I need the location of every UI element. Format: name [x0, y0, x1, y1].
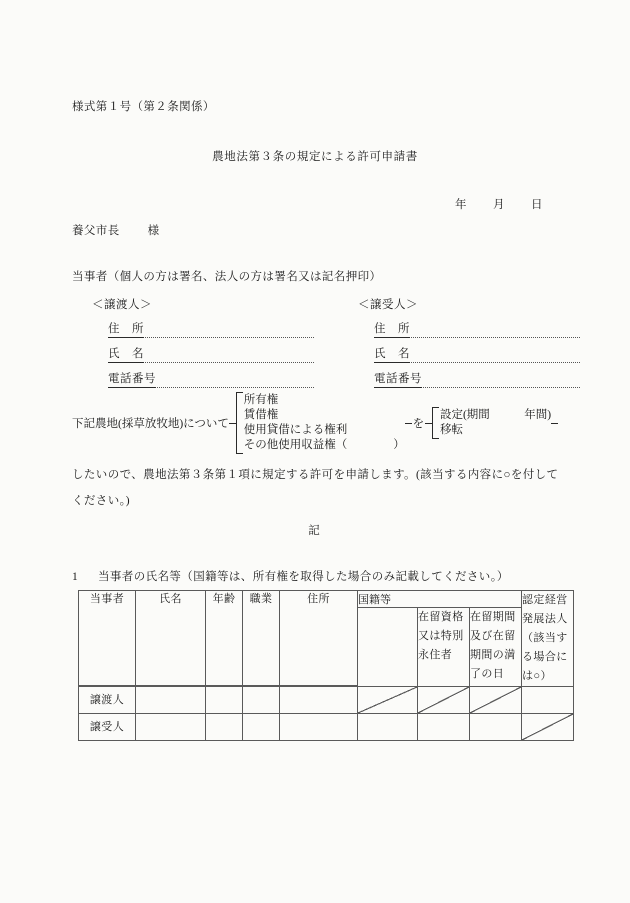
bracket-connector-left	[229, 423, 236, 424]
header-address: 住所	[280, 591, 358, 686]
parties-table	[78, 590, 574, 741]
row-transferee-age[interactable]	[206, 714, 243, 741]
row-transferee-nationality[interactable]	[358, 714, 418, 741]
transferor-name-label: 氏 名	[108, 345, 144, 363]
statement-particle: を	[412, 418, 425, 430]
transferee-name-label: 氏 名	[374, 345, 410, 363]
header-certified-corp: 認定経営発展法人（該当する場合には○）	[522, 591, 574, 687]
row-transferor-age[interactable]	[206, 687, 243, 714]
rights-options-bracket	[236, 392, 405, 454]
date-day-label: 日	[531, 199, 543, 211]
row-transferee-residence-status[interactable]	[418, 714, 470, 741]
date-line	[455, 196, 543, 212]
header-name: 氏名	[136, 591, 206, 686]
row-transferor-address[interactable]	[280, 687, 358, 714]
rights-option-other[interactable]: その他使用収益権（ ）	[243, 439, 405, 451]
statement-tail-line2: ください。)	[72, 495, 130, 507]
table-row	[79, 714, 574, 741]
transferor-phone-field[interactable]	[108, 371, 314, 388]
addressee	[72, 222, 160, 238]
rights-option-ownership[interactable]: 所有権	[243, 394, 279, 406]
row-transferor-residence-status	[418, 687, 470, 714]
date-month-label: 月	[493, 199, 505, 211]
section1-number: 1	[72, 571, 79, 583]
header-nationality-blank	[358, 608, 418, 687]
table-header-row	[79, 591, 574, 608]
addressee-office: 養父市長	[72, 225, 120, 237]
transferee-phone-label: 電話番号	[374, 370, 422, 388]
transferee-address-field[interactable]	[374, 321, 580, 338]
table-row	[79, 687, 574, 714]
row-transferor-label: 譲渡人	[79, 687, 136, 714]
row-transferor-certified-corp[interactable]	[522, 687, 574, 714]
transferee-phone-field[interactable]	[374, 371, 580, 388]
statement-tail-line1: したいので、農地法第３条第１項に規定する許可を申請します。(該当する内容に○を付して	[72, 469, 559, 481]
action-option-establish[interactable]: 設定(期間 年間)	[439, 409, 552, 421]
addressee-honorific: 様	[147, 225, 160, 237]
section1-heading	[72, 568, 509, 584]
action-option-transfer[interactable]: 移転	[439, 424, 463, 436]
transferor-name-field[interactable]	[108, 346, 314, 363]
header-residence-status: 在留資格又は特別永住者	[418, 608, 470, 687]
action-options-bracket	[432, 407, 551, 439]
transferee-address-label: 住 所	[374, 320, 410, 338]
row-transferor-nationality	[358, 687, 418, 714]
header-nationality-group: 国籍等	[358, 591, 522, 608]
row-transferor-occupation[interactable]	[243, 687, 280, 714]
row-transferor-name[interactable]	[136, 687, 206, 714]
transferee-title: ＜譲受人＞	[358, 299, 418, 311]
row-transferee-label: 譲受人	[79, 714, 136, 741]
statement-lead: 下記農地(採草放牧地)について	[72, 417, 229, 430]
transferor-block	[92, 296, 314, 396]
form-number: 様式第１号（第２条関係）	[72, 101, 215, 113]
rights-option-loan-for-use[interactable]: 使用貸借による権利	[243, 424, 348, 436]
transferor-phone-label: 電話番号	[108, 370, 156, 388]
bracket-connector-mid-left	[405, 423, 412, 424]
parties-heading: 当事者（個人の方は署名、法人の方は署名又は記名押印）	[72, 271, 382, 283]
date-year-label: 年	[455, 199, 467, 211]
row-transferee-name[interactable]	[136, 714, 206, 741]
row-transferee-certified-corp	[522, 714, 574, 741]
row-transferee-occupation[interactable]	[243, 714, 280, 741]
transferee-name-field[interactable]	[374, 346, 580, 363]
header-party: 当事者	[79, 591, 136, 686]
bracket-connector-mid-right	[425, 423, 432, 424]
section1-heading-text: 当事者の氏名等（国籍等は、所有権を取得した場合のみ記載してください。）	[98, 571, 509, 583]
transferor-address-label: 住 所	[108, 320, 144, 338]
row-transferee-address[interactable]	[280, 714, 358, 741]
transferor-address-field[interactable]	[108, 321, 314, 338]
row-transferee-residence-period[interactable]	[470, 714, 522, 741]
ki-mark: 記	[308, 525, 322, 537]
header-age: 年齢	[206, 591, 243, 686]
transferor-title: ＜譲渡人＞	[92, 299, 152, 311]
header-occupation: 職業	[243, 591, 280, 686]
bracket-connector-right	[551, 423, 558, 424]
document-title: 農地法第３条の規定による許可申請書	[212, 151, 418, 163]
rights-option-lease[interactable]: 賃借権	[243, 409, 279, 421]
rights-statement-block	[72, 392, 558, 454]
header-residence-period: 在留期間及び在留期間の満了の日	[470, 608, 522, 687]
parties-table-wrapper	[78, 590, 568, 741]
transferee-block	[358, 296, 580, 396]
row-transferor-residence-period	[470, 687, 522, 714]
